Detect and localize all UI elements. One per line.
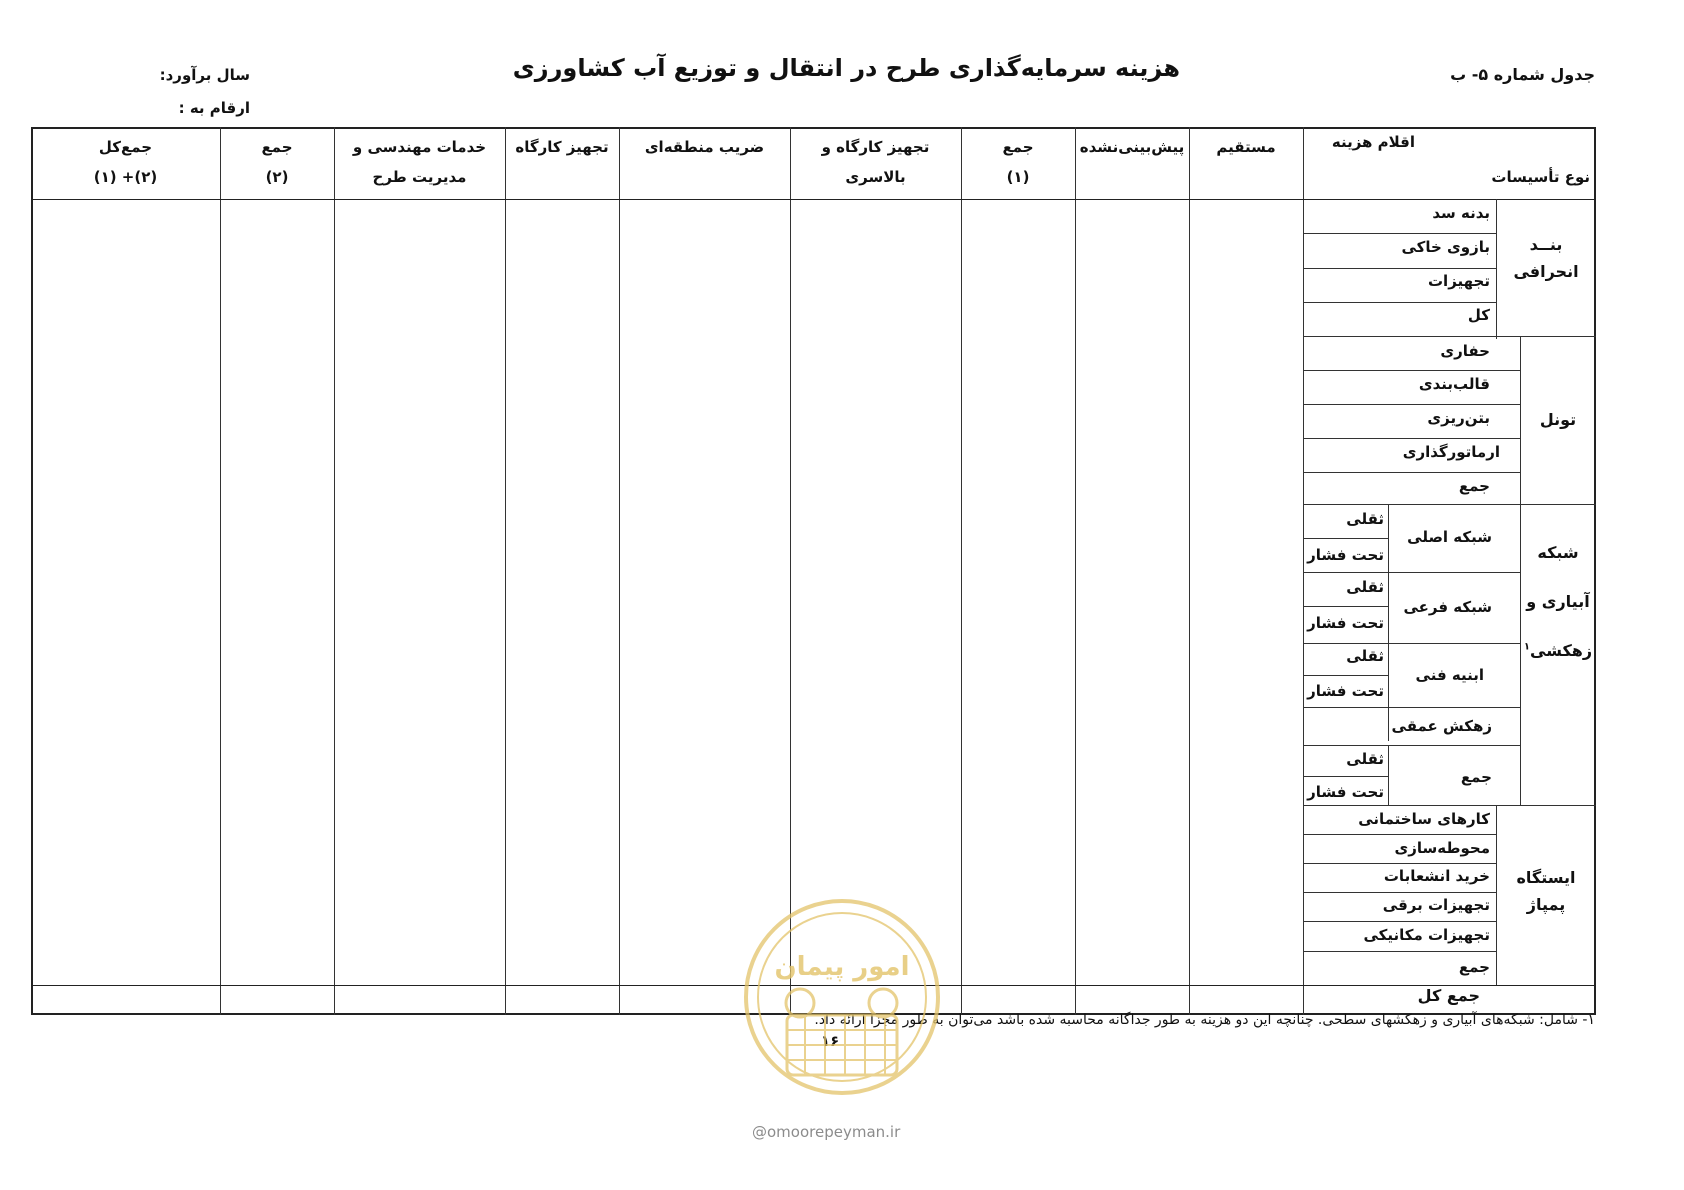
watermark-site: @omoorepeyman.ir — [752, 1123, 901, 1141]
col-divider — [1189, 127, 1190, 1015]
row-label: کارهای ساختمانی — [1358, 810, 1490, 828]
units-label: ارقام به : — [178, 99, 250, 117]
row-line — [1303, 302, 1496, 303]
row-label: تجهیزات برقی — [1382, 896, 1490, 914]
col-site-equipment: تجهیز کارگاه — [515, 138, 609, 156]
col-divider — [505, 127, 506, 1015]
row-label-irrigation-total: جمع — [1460, 768, 1492, 786]
row-line — [1303, 404, 1520, 405]
col-overhead-line2: بالاسری — [845, 168, 906, 186]
col-sum2: جمع — [261, 138, 293, 156]
row-label-main-network: شبکه اصلی — [1407, 528, 1492, 546]
group-separator — [1303, 504, 1596, 505]
row-label: بازوی خاکی — [1401, 238, 1490, 256]
row-label: جمع — [1458, 477, 1490, 495]
row-line — [1303, 892, 1496, 893]
col-regional-factor: ضریب منطقه‌ای — [644, 138, 765, 156]
table-number: جدول شماره ۵- ب — [1450, 65, 1595, 84]
col-divider — [790, 127, 791, 1015]
row-label: بدنه سد — [1432, 204, 1490, 222]
row-line — [1303, 268, 1496, 269]
row-label-gravity: ثقلی — [1346, 750, 1384, 768]
col-sum1: جمع — [1002, 138, 1034, 156]
group-label-line: آبیاری و — [1526, 592, 1590, 611]
col-divider — [220, 127, 221, 1015]
group-pump-station — [1496, 868, 1596, 914]
col-divider — [619, 127, 620, 1015]
footnote: ۱- شامل: شبکه‌های آبیاری و زهکشهای سطحی. چنانچه این دو هزینه به طور جداگانه محاسبه شده باشد می‌توان به طور مجزا ارائه داد. — [814, 1012, 1595, 1028]
corner-items-label: اقلام هزینه — [1331, 133, 1415, 151]
row-line — [1303, 538, 1388, 539]
col-grand-total: جمع‌کل — [98, 138, 153, 156]
group-irrigation-drainage — [1520, 543, 1596, 660]
row-label-pressurized: تحت فشار — [1307, 614, 1384, 632]
row-label: خرید انشعابات — [1383, 867, 1490, 885]
group-tunnel: تونل — [1539, 410, 1577, 429]
col-engineering-line2: مدیریت طرح — [372, 168, 467, 186]
col-direct: مستقیم — [1216, 138, 1276, 156]
row-label: بتن‌ریزی — [1427, 409, 1490, 427]
col-grand-total-index: (۲)+ (۱) — [93, 168, 158, 186]
row-line — [1303, 572, 1520, 573]
row-line — [1303, 643, 1520, 644]
row-label-sub-network: شبکه فرعی — [1403, 598, 1492, 616]
row-label: کل — [1467, 306, 1490, 324]
row-line — [1303, 606, 1388, 607]
col-divider — [334, 127, 335, 1015]
row-line — [1303, 921, 1496, 922]
grand-total-label: جمع کل — [1417, 986, 1480, 1005]
row-line — [1303, 472, 1520, 473]
row-label: حفاری — [1440, 342, 1490, 360]
group-separator — [1303, 805, 1596, 806]
row-line — [1303, 834, 1496, 835]
col-unforeseen: پیش‌بینی‌نشده — [1079, 138, 1185, 156]
group-label-line: انحرافی — [1513, 262, 1579, 281]
col-divider — [1075, 127, 1076, 1015]
row-label-gravity: ثقلی — [1346, 647, 1384, 665]
subgroup-divider — [1388, 746, 1389, 806]
group-separator — [1303, 336, 1596, 337]
col-divider — [961, 127, 962, 1015]
row-line — [1303, 233, 1496, 234]
row-label: قالب‌بندی — [1418, 375, 1490, 393]
row-label-pressurized: تحت فشار — [1307, 682, 1384, 700]
row-label: تجهیزات — [1427, 272, 1490, 290]
row-label-gravity: ثقلی — [1346, 510, 1384, 528]
subgroup-divider — [1388, 504, 1389, 741]
group-label-line: شبکه — [1537, 543, 1579, 562]
group-label-line: پمپاژ — [1526, 895, 1566, 914]
group-label-line: زهکشی — [1530, 641, 1593, 660]
watermark-seal — [735, 885, 950, 1110]
row-line — [1303, 776, 1388, 777]
estimate-year-label: سال برآورد: — [159, 66, 250, 84]
row-line — [1303, 675, 1388, 676]
header-row-line — [31, 199, 1596, 200]
row-label: جمع — [1458, 958, 1490, 976]
row-label-pressurized: تحت فشار — [1307, 783, 1384, 801]
group-diversion-dam — [1496, 235, 1596, 281]
row-label-deep-drainage: زهکش عمقی — [1391, 717, 1492, 735]
row-label: محوطه‌سازی — [1394, 839, 1490, 857]
row-line — [1303, 707, 1520, 708]
corner-type-label: نوع تأسیسات — [1491, 168, 1590, 186]
col-overhead: تجهیز کارگاه و — [821, 138, 930, 156]
row-label-structures: ابنیه فنی — [1415, 666, 1484, 684]
row-label: ارماتورگذاری — [1402, 443, 1500, 461]
row-line — [1303, 370, 1520, 371]
col-sum1-index: (۱) — [1006, 168, 1030, 186]
page-number: ۱۶ — [820, 1032, 840, 1050]
row-label-pressurized: تحت فشار — [1307, 546, 1384, 564]
group-label-line: ایستگاه — [1516, 868, 1576, 887]
page-title: هزینه سرمایه‌گذاری طرح در انتقال و توزیع آب کشاورزی — [512, 54, 1180, 82]
col-sum2-index: (۲) — [265, 168, 289, 186]
row-line — [1303, 863, 1496, 864]
row-line — [1303, 745, 1520, 746]
col-divider — [1303, 127, 1304, 1015]
row-label-gravity: ثقلی — [1346, 578, 1384, 596]
row-label: تجهیزات مکانیکی — [1363, 926, 1490, 944]
row-line — [1303, 438, 1520, 439]
group-label-line: بنــد — [1529, 235, 1563, 254]
footnote-mark: ۱ — [1523, 641, 1531, 653]
watermark-seal-text: امور پیمان — [774, 952, 910, 982]
col-engineering: خدمات مهندسی و — [352, 138, 487, 156]
row-line — [1303, 951, 1496, 952]
